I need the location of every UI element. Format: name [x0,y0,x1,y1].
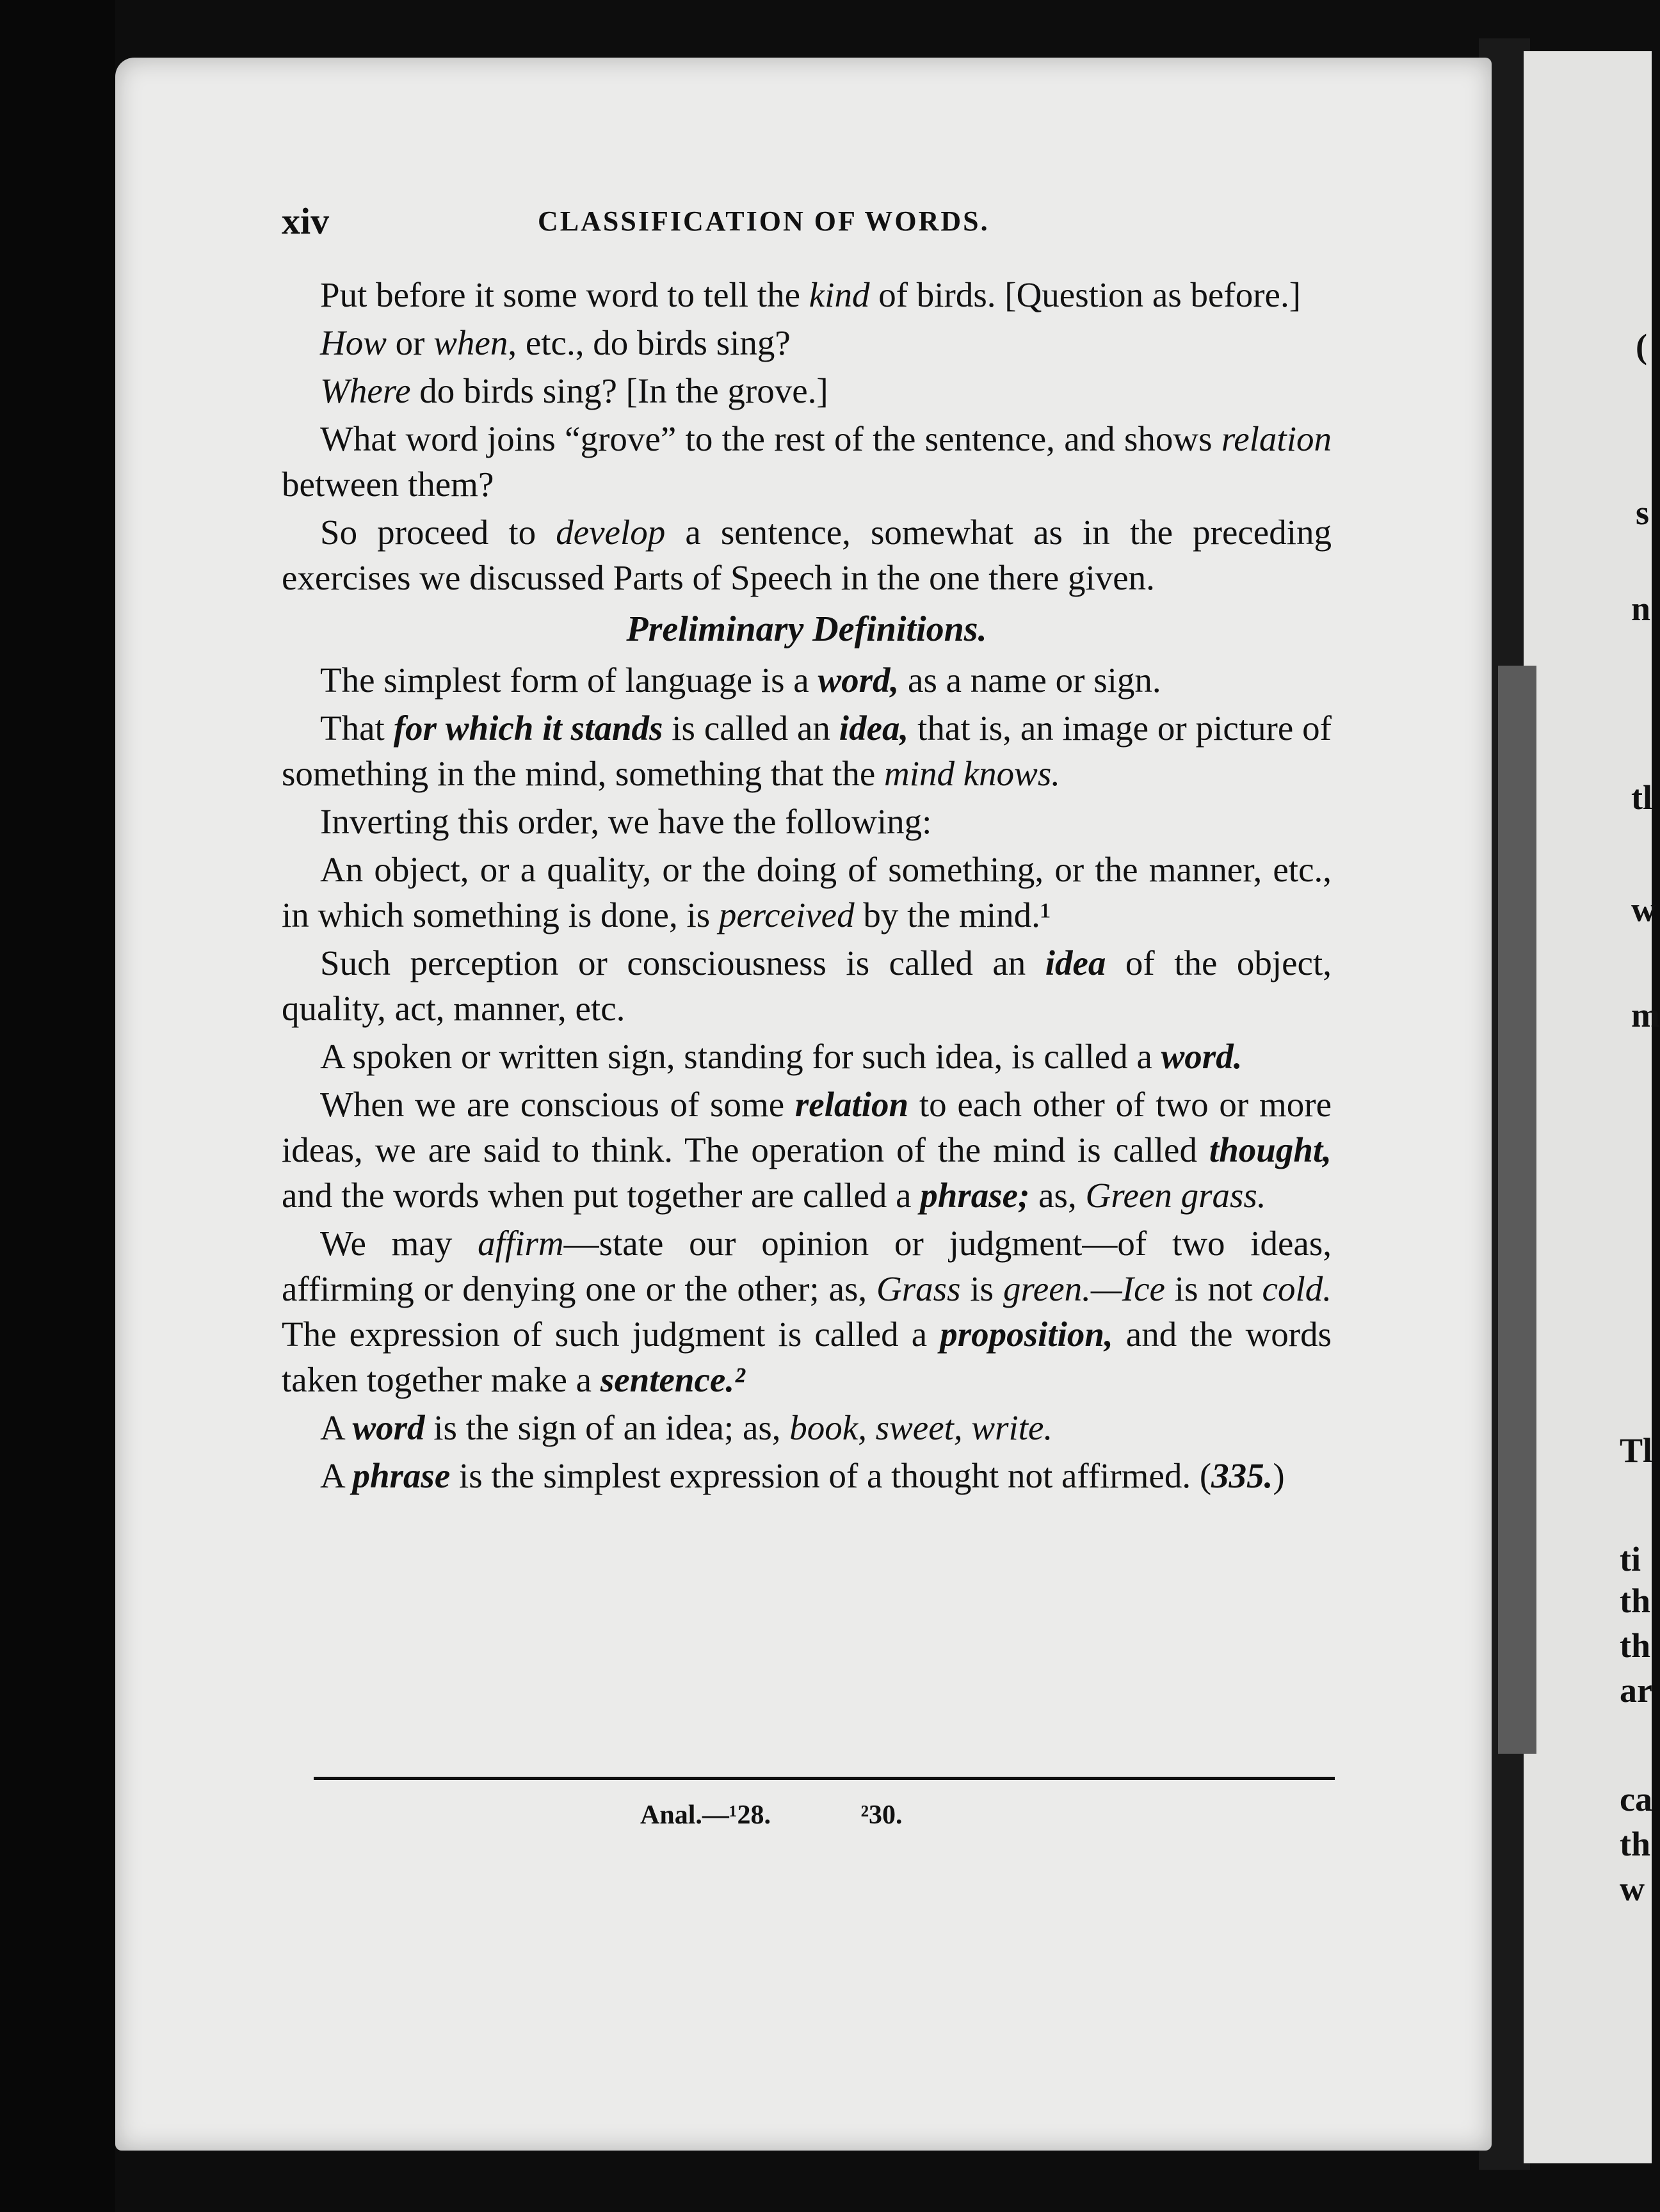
definition: We may affirm—state our opinion or judgment—of two ideas, affirming or denying one or the other; as, Grass is green.—Ice is not cold. The expression of such judgment is called a proposition, and the words taken together make a sentence.² [282,1224,1332,1399]
footnote-left: Anal.—¹28. [640,1800,771,1830]
section-heading: Preliminary Definitions. [626,609,987,649]
margin-fragment: th [1620,1825,1651,1863]
margin-fragment: w [1631,890,1656,929]
margin-fragment: th [1620,1626,1651,1665]
margin-fragment: tl [1631,778,1652,817]
paragraph: So proceed to develop a sentence, somewhat as in the preceding exercises we discussed Parts of Speech in the one there given. [282,513,1332,597]
paragraph: Put before it some word to tell the kind of birds. [Question as before.] [320,275,1301,314]
page-header [282,200,1332,244]
footnote-right: ²30. [860,1800,903,1830]
margin-fragment: ti [1620,1540,1641,1578]
definition: Such perception or consciousness is called an idea of the object, quality, act, manner, etc. [282,943,1332,1028]
page-number: xiv [282,200,330,242]
margin-fragment: Tl [1620,1431,1653,1470]
paragraph: Where do birds sing? [In the grove.] [320,371,828,410]
paragraph: What word joins “grove” to the rest of the sentence, and shows relation between them? [282,419,1332,504]
margin-fragment: n [1631,589,1651,628]
running-title: CLASSIFICATION OF WORDS. [538,205,990,237]
definition: A spoken or written sign, standing for such idea, is called a word. [320,1037,1243,1076]
margin-fragment: m [1631,996,1660,1034]
margin-fragment: ar [1620,1671,1652,1710]
page-body [282,272,1332,1501]
definition: A word is the sign of an idea; as, book, sweet, write. [320,1408,1053,1447]
margin-fragment: s [1636,493,1650,532]
margin-fragment: ( [1636,327,1647,365]
footnotes [640,1800,986,1831]
definition: When we are conscious of some relation to each other of two or more ideas, we are said to think. The operation of the mind is called thought, and the words when put together are called a phrase; as, Green grass. [282,1085,1332,1215]
definition: A phrase is the simplest expression of a thought not affirmed. (335.) [320,1456,1285,1495]
footnote-rule [314,1777,1335,1780]
definition: The simplest form of language is a word, as a name or sign. [320,661,1161,700]
definition: Inverting this order, we have the following: [320,802,932,841]
definition: An object, or a quality, or the doing of something, or the manner, etc., in which something is done, is perceived by the mind.¹ [282,850,1332,934]
margin-fragment: w [1620,1870,1645,1908]
paragraph: How or when, etc., do birds sing? [320,323,791,362]
definition: That for which it stands is called an idea, that is, an image or picture of something in the mind, something that the mind knows. [282,709,1332,793]
margin-fragment: th [1620,1582,1651,1620]
margin-fragment: ca [1620,1780,1652,1818]
scan-background [0,0,115,2212]
gutter-shadow [1498,666,1536,1754]
